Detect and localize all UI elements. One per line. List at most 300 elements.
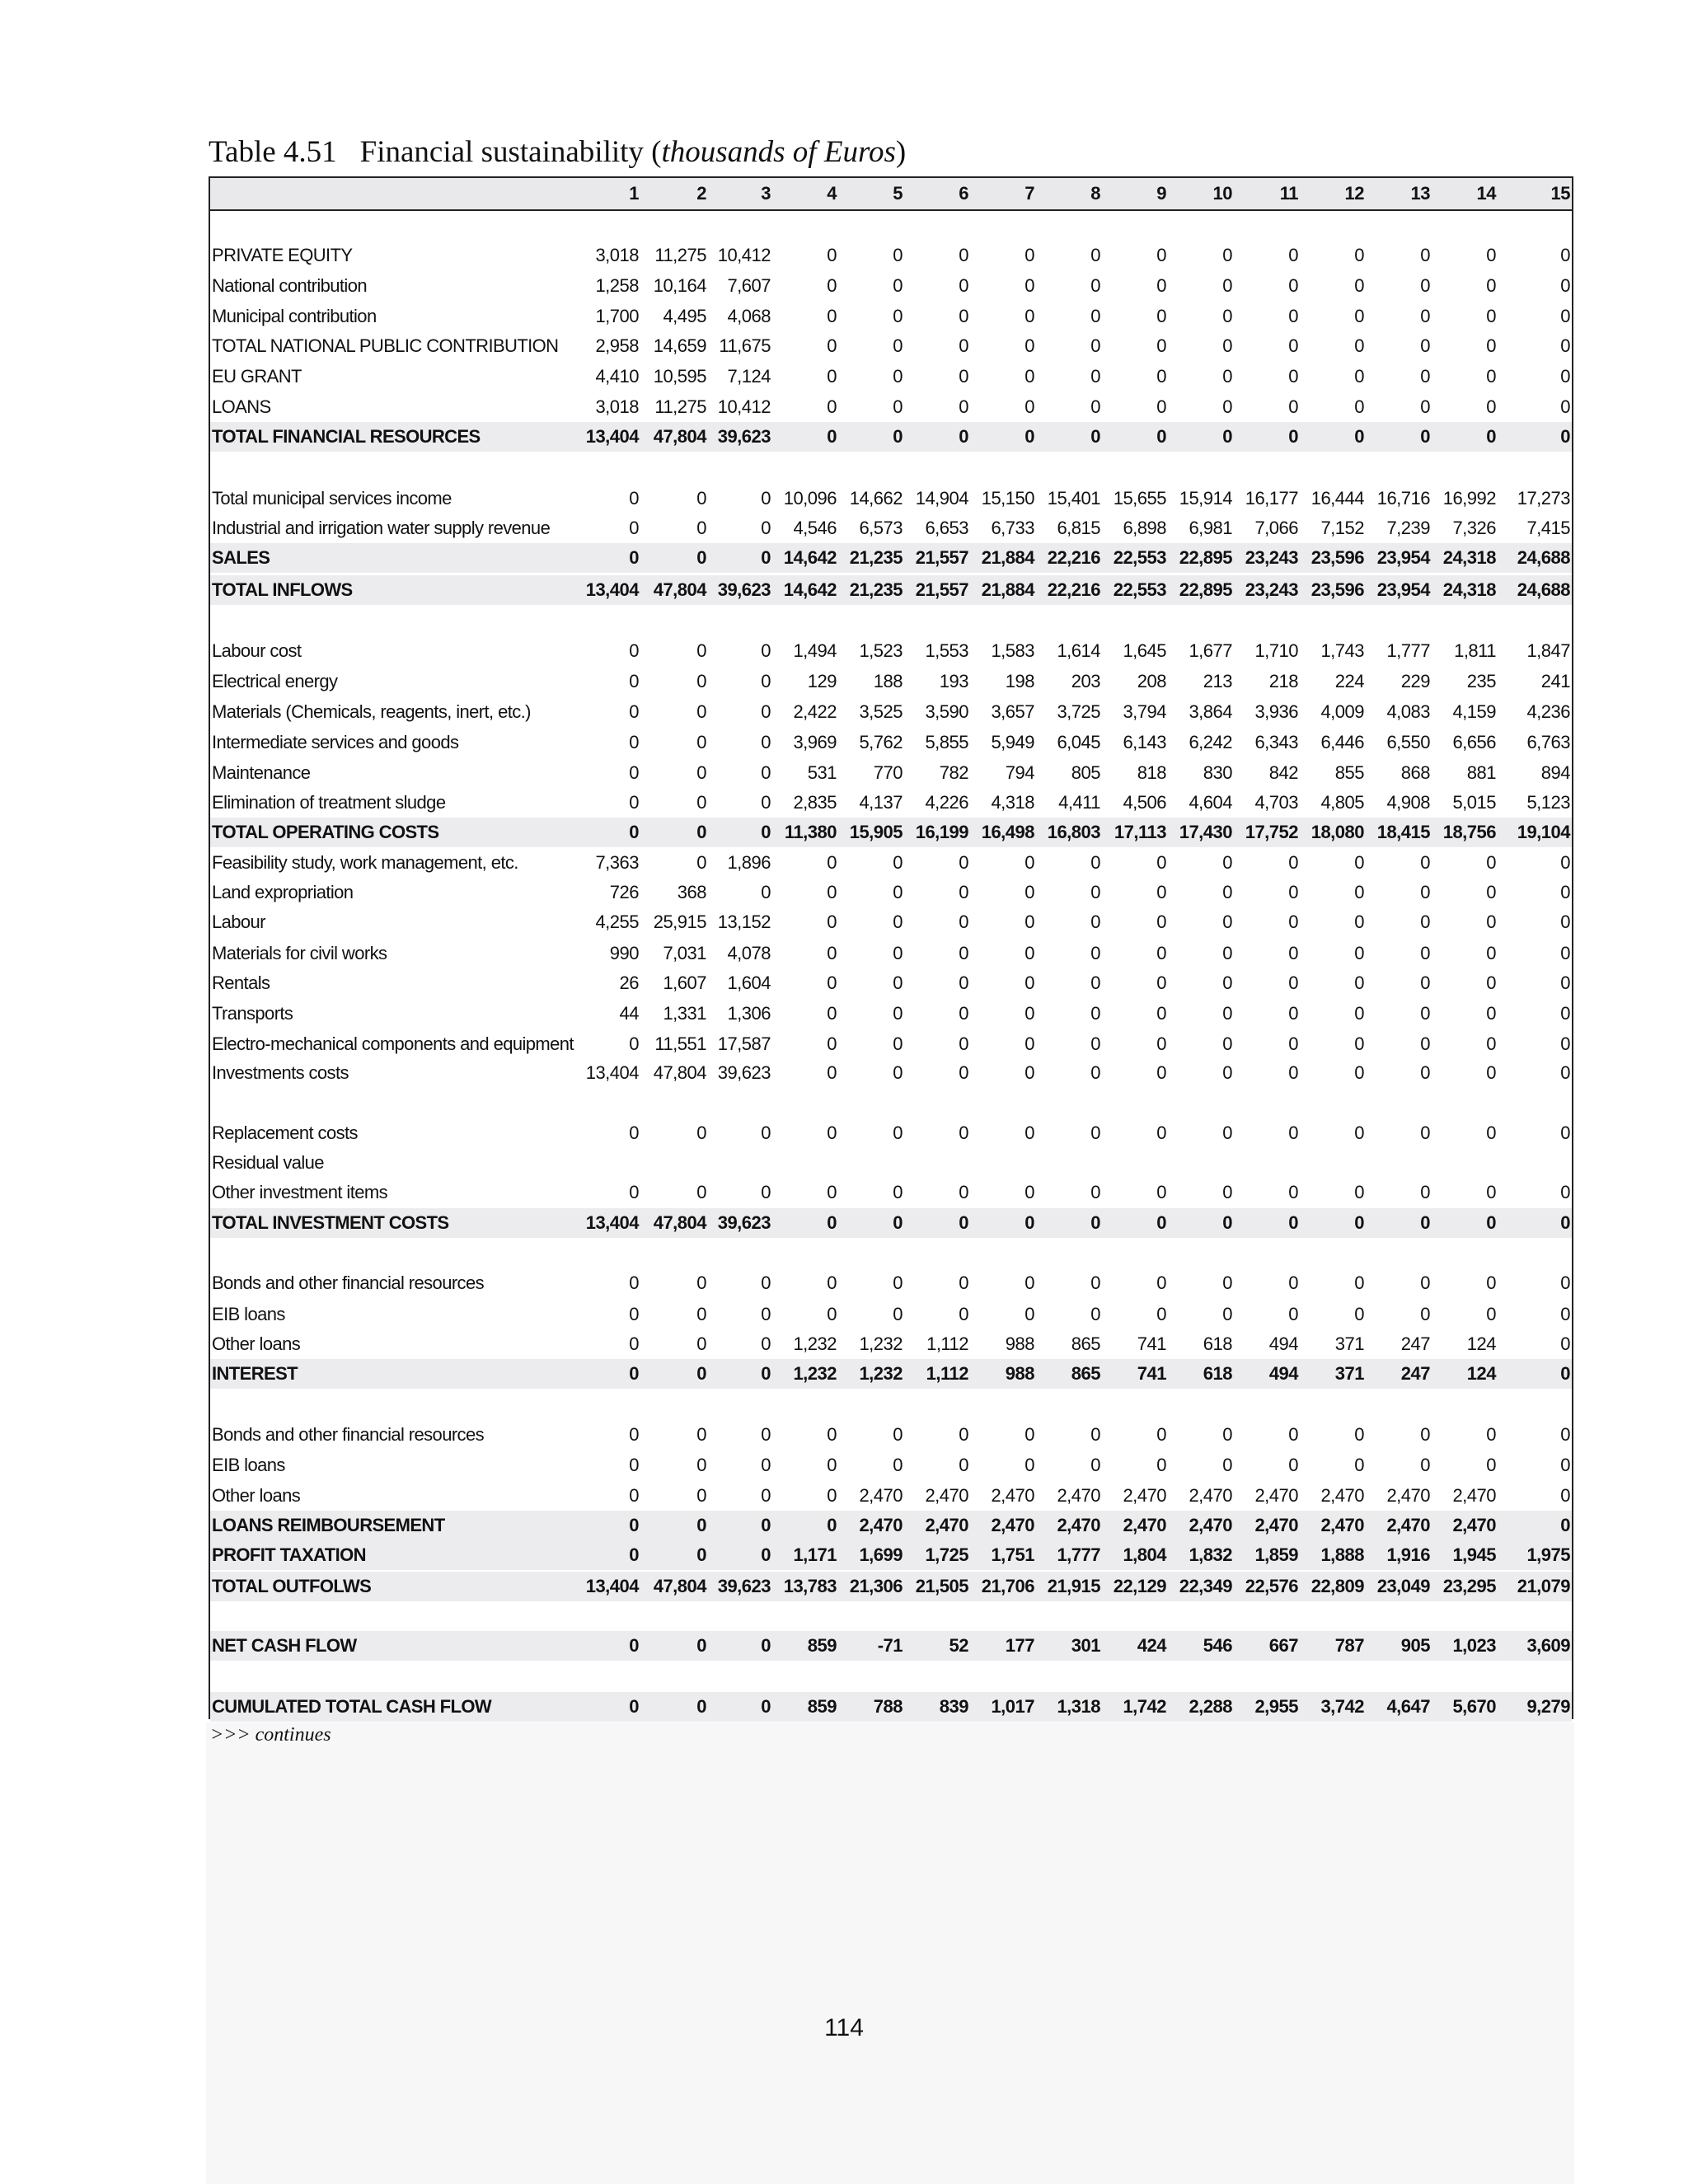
- scan-background: [206, 1722, 1574, 2184]
- table-row: [210, 302, 1572, 331]
- table-cell: 24,688: [1517, 547, 1570, 568]
- table-cell: 218: [1268, 671, 1298, 691]
- table-cell: 0: [827, 1485, 837, 1506]
- table-cell: [838, 1148, 903, 1178]
- table-cell: 0: [1156, 912, 1166, 932]
- table-cell: 0: [1354, 852, 1364, 873]
- table-cell: 494: [1268, 1333, 1298, 1354]
- table-cell: 0: [761, 671, 771, 691]
- table-cell: 0: [1156, 426, 1166, 447]
- table-row: [210, 513, 1572, 543]
- table-cell: 21,079: [1517, 1576, 1570, 1596]
- table-cell: 3,794: [1123, 701, 1166, 722]
- table-cell: 0: [629, 1182, 639, 1202]
- table-cell: 2,470: [1254, 1515, 1298, 1535]
- table-cell: 0: [1025, 882, 1034, 902]
- table-cell: 0: [893, 1304, 903, 1324]
- table-cell: 0: [1486, 1212, 1496, 1233]
- table-cell: 618: [1203, 1333, 1232, 1354]
- table-title: [209, 134, 906, 170]
- table-cell: 0: [827, 882, 837, 902]
- table-cell: 39,623: [717, 426, 771, 447]
- table-cell: 0: [1222, 1272, 1232, 1293]
- table-cell: 0: [761, 701, 771, 722]
- table-cell: [642, 1148, 706, 1178]
- table-title-units: thousands of Euros: [661, 135, 896, 169]
- table-cell: 14,642: [783, 547, 837, 568]
- table-cell: 21,235: [849, 579, 903, 600]
- table-cell: 22,895: [1179, 579, 1232, 600]
- table-cell: 0: [1222, 1424, 1232, 1445]
- table-cell: 0: [959, 335, 968, 356]
- table-cell: 0: [827, 1212, 837, 1233]
- table-cell: 13,152: [717, 912, 771, 932]
- table-cell: 0: [1222, 912, 1232, 932]
- table-cell: [1234, 1148, 1298, 1178]
- table-cell: 0: [959, 396, 968, 417]
- table-cell: 0: [959, 306, 968, 326]
- table-cell: 0: [1090, 943, 1100, 963]
- table-cell: 0: [1486, 882, 1496, 902]
- table-cell: 0: [1420, 1062, 1430, 1083]
- row-label: INTEREST: [212, 1363, 298, 1384]
- table-cell: 0: [1354, 306, 1364, 326]
- table-cell: 6,343: [1254, 732, 1298, 752]
- table-cell: 0: [1486, 245, 1496, 265]
- table-cell: 0: [1156, 972, 1166, 993]
- row-label: TOTAL FINANCIAL RESOURCES: [212, 426, 481, 447]
- table-row: [210, 999, 1572, 1029]
- table-cell: 4,159: [1452, 701, 1496, 722]
- table-cell: 0: [1288, 366, 1298, 387]
- table-cell: 0: [1486, 1122, 1496, 1143]
- table-cell: 3,525: [859, 701, 903, 722]
- table-cell: 6,763: [1526, 732, 1570, 752]
- table-cell: 0: [1420, 852, 1430, 873]
- table-cell: 0: [1486, 1182, 1496, 1202]
- table-cell: 0: [1090, 1212, 1100, 1233]
- table-cell: 0: [827, 396, 837, 417]
- table-cell: 0: [827, 1515, 837, 1535]
- table-cell: 16,177: [1245, 488, 1298, 509]
- table-cell: [970, 1148, 1034, 1178]
- table-cell: 0: [1288, 1212, 1298, 1233]
- table-cell: 0: [1222, 1033, 1232, 1054]
- table-cell: 6,733: [991, 518, 1034, 538]
- table-cell: 11,275: [654, 396, 706, 417]
- table-cell: 0: [1288, 1272, 1298, 1293]
- table-row: [210, 1631, 1572, 1661]
- table-cell: 988: [1005, 1363, 1034, 1384]
- table-cell: 0: [1288, 1033, 1298, 1054]
- table-cell: 2,470: [1123, 1485, 1166, 1506]
- table-cell: 0: [893, 972, 903, 993]
- table-cell: 23,596: [1311, 579, 1364, 600]
- table-cell: 21,235: [849, 547, 903, 568]
- table-cell: 0: [696, 488, 706, 509]
- row-label: Materials (Chemicals, reagents, inert, etc.): [212, 701, 531, 722]
- table-cell: 0: [1420, 426, 1430, 447]
- table-cell: 0: [1420, 1182, 1430, 1202]
- table-cell: 0: [1222, 1455, 1232, 1475]
- table-cell: 1,112: [926, 1363, 968, 1384]
- table-cell: 129: [807, 671, 837, 691]
- table-cell: 0: [1288, 882, 1298, 902]
- table-cell: 3,725: [1057, 701, 1100, 722]
- table-cell: 0: [1156, 882, 1166, 902]
- table-cell: 0: [827, 245, 837, 265]
- table-cell: 21,505: [915, 1576, 968, 1596]
- row-label: Other loans: [212, 1485, 301, 1506]
- table-cell: 0: [1486, 1455, 1496, 1475]
- table-cell: 1,811: [1454, 640, 1496, 661]
- table-cell: 0: [629, 1635, 639, 1656]
- table-cell: 0: [1156, 1003, 1166, 1024]
- table-cell: 0: [1560, 1122, 1570, 1143]
- table-cell: [574, 1148, 639, 1178]
- table-cell: 741: [1137, 1363, 1166, 1384]
- table-cell: 0: [1486, 1033, 1496, 1054]
- table-row: [210, 758, 1572, 788]
- table-cell: 224: [1334, 671, 1364, 691]
- table-cell: 0: [696, 1182, 706, 1202]
- table-cell: 0: [629, 1424, 639, 1445]
- table-title-text: Financial sustainability (: [359, 135, 662, 169]
- table-cell: 241: [1540, 671, 1570, 691]
- table-cell: 0: [1222, 1003, 1232, 1024]
- table-cell: 2,470: [1057, 1515, 1100, 1535]
- table-cell: 0: [1222, 943, 1232, 963]
- table-cell: 5,123: [1526, 792, 1570, 813]
- table-cell: 208: [1137, 671, 1166, 691]
- table-cell: 0: [827, 1424, 837, 1445]
- table-cell: 52: [949, 1635, 968, 1656]
- table-cell: 1,945: [1452, 1544, 1496, 1565]
- row-label: TOTAL INFLOWS: [212, 579, 353, 600]
- table-cell: 0: [1354, 426, 1364, 447]
- table-cell: 0: [1222, 1122, 1232, 1143]
- table-cell: 0: [1222, 275, 1232, 296]
- column-header: 3: [761, 183, 771, 204]
- table-cell: 6,656: [1452, 732, 1496, 752]
- table-row: [210, 697, 1572, 727]
- table-cell: 0: [1025, 912, 1034, 932]
- table-cell: 2,470: [991, 1515, 1034, 1535]
- table-cell: 5,015: [1452, 792, 1496, 813]
- table-cell: 0: [827, 972, 837, 993]
- table-cell: 1,710: [1254, 640, 1298, 661]
- table-cell: 0: [959, 275, 968, 296]
- table-cell: 0: [1025, 306, 1034, 326]
- row-label: Elimination of treatment sludge: [212, 792, 446, 813]
- table-cell: 26: [619, 972, 639, 993]
- table-cell: 0: [629, 640, 639, 661]
- table-cell: 229: [1400, 671, 1430, 691]
- table-cell: 0: [629, 488, 639, 509]
- table-cell: 0: [1222, 1304, 1232, 1324]
- table-cell: 0: [761, 547, 771, 568]
- table-cell: 818: [1137, 762, 1166, 783]
- table-cell: 235: [1466, 671, 1496, 691]
- table-cell: 0: [1025, 426, 1034, 447]
- table-cell: 0: [959, 366, 968, 387]
- table-cell: 0: [1156, 1182, 1166, 1202]
- table-cell: 0: [629, 518, 639, 538]
- table-cell: 0: [1222, 1062, 1232, 1083]
- table-cell: 21,306: [849, 1576, 903, 1596]
- table-cell: 546: [1203, 1635, 1232, 1656]
- table-cell: 2,288: [1189, 1696, 1232, 1717]
- table-cell: 0: [1486, 943, 1496, 963]
- table-cell: 4,009: [1320, 701, 1364, 722]
- table-cell: 0: [696, 1304, 706, 1324]
- table-cell: 0: [1222, 852, 1232, 873]
- table-cell: 4,078: [727, 943, 771, 963]
- table-cell: 770: [873, 762, 903, 783]
- table-cell: 193: [939, 671, 968, 691]
- row-label: Feasibility study, work management, etc.: [212, 852, 518, 873]
- table-cell: 6,573: [859, 518, 903, 538]
- table-cell: 0: [761, 1122, 771, 1143]
- table-cell: 0: [827, 1304, 837, 1324]
- table-row: [210, 1540, 1572, 1570]
- table-cell: 1,804: [1123, 1544, 1166, 1565]
- table-cell: 247: [1400, 1333, 1430, 1354]
- table-cell: 0: [629, 1272, 639, 1293]
- table-cell: 0: [1560, 1272, 1570, 1293]
- table-cell: 0: [959, 1062, 968, 1083]
- row-label: Other investment items: [212, 1182, 387, 1202]
- table-cell: 0: [1288, 1182, 1298, 1202]
- table-cell: 0: [1288, 972, 1298, 993]
- table-cell: 0: [629, 1033, 639, 1054]
- table-cell: 0: [893, 852, 903, 873]
- table-cell: 0: [827, 1272, 837, 1293]
- table-cell: 16,199: [915, 822, 968, 842]
- table-cell: 14,904: [915, 488, 968, 509]
- table-cell: 7,066: [1254, 518, 1298, 538]
- table-cell: 4,137: [859, 792, 903, 813]
- table-cell: 1,553: [925, 640, 968, 661]
- row-label: TOTAL OUTFOLWS: [212, 1576, 372, 1596]
- table-cell: 0: [1354, 1304, 1364, 1324]
- table-cell: 203: [1071, 671, 1100, 691]
- table-cell: 0: [893, 943, 903, 963]
- table-cell: 0: [696, 701, 706, 722]
- table-cell: 0: [1288, 1455, 1298, 1475]
- table-cell: 0: [1560, 943, 1570, 963]
- table-cell: 4,506: [1123, 792, 1166, 813]
- table-cell: 4,236: [1526, 701, 1570, 722]
- table-cell: 0: [959, 1122, 968, 1143]
- row-label: TOTAL NATIONAL PUBLIC CONTRIBUTION: [212, 335, 559, 356]
- table-cell: 2,470: [1320, 1485, 1364, 1506]
- table-cell: 10,595: [653, 366, 706, 387]
- table-cell: 371: [1334, 1333, 1364, 1354]
- table-cell: 782: [939, 762, 968, 783]
- table-cell: 17,273: [1517, 488, 1570, 509]
- table-row: [210, 362, 1572, 391]
- table-cell: 16,444: [1311, 488, 1364, 509]
- table-cell: 1,645: [1123, 640, 1166, 661]
- table-cell: 0: [1560, 1304, 1570, 1324]
- table-cell: 0: [1025, 1182, 1034, 1202]
- table-cell: 1,777: [1386, 640, 1430, 661]
- table-cell: 7,239: [1386, 518, 1430, 538]
- table-header: [210, 178, 1572, 211]
- row-label: NET CASH FLOW: [212, 1635, 357, 1656]
- table-cell: 4,068: [727, 306, 771, 326]
- table-cell: 18,756: [1442, 822, 1496, 842]
- table-cell: 0: [1288, 1003, 1298, 1024]
- table-cell: 494: [1268, 1363, 1298, 1384]
- table-cell: [1366, 1148, 1430, 1178]
- table-cell: 0: [893, 912, 903, 932]
- row-label: TOTAL INVESTMENT COSTS: [212, 1212, 449, 1233]
- row-label: National contribution: [212, 275, 367, 296]
- table-cell: 16,803: [1047, 822, 1100, 842]
- table-cell: 0: [1156, 366, 1166, 387]
- table-cell: 13,404: [585, 1062, 639, 1083]
- table-cell: 0: [827, 912, 837, 932]
- table-cell: 905: [1400, 1635, 1430, 1656]
- table-cell: 301: [1071, 1635, 1100, 1656]
- table-cell: 0: [1025, 1062, 1034, 1083]
- table-cell: 0: [1025, 1003, 1034, 1024]
- table-cell: 859: [807, 1696, 837, 1717]
- table-cell: [904, 1148, 968, 1178]
- table-cell: 0: [696, 1333, 706, 1354]
- table-cell: 13,404: [585, 1576, 639, 1596]
- column-header: 5: [893, 183, 903, 204]
- table-cell: 6,815: [1057, 518, 1100, 538]
- table-cell: 22,216: [1047, 579, 1100, 600]
- table-cell: 1,607: [663, 972, 706, 993]
- table-cell: 22,553: [1113, 547, 1166, 568]
- table-cell: 4,083: [1386, 701, 1430, 722]
- table-cell: 47,804: [653, 1212, 706, 1233]
- table-cell: 0: [1156, 1455, 1166, 1475]
- table-cell: 7,326: [1452, 518, 1496, 538]
- row-label: Labour: [212, 912, 265, 932]
- table-cell: 15,655: [1113, 488, 1166, 509]
- table-cell: 0: [959, 426, 968, 447]
- table-cell: 2,470: [859, 1485, 903, 1506]
- table-cell: 2,470: [1254, 1485, 1298, 1506]
- table-cell: [772, 1148, 837, 1178]
- table-cell: 0: [696, 640, 706, 661]
- table-cell: 0: [696, 762, 706, 783]
- table-cell: 1,232: [859, 1363, 903, 1384]
- table-cell: 16,498: [981, 822, 1034, 842]
- table-cell: 0: [893, 1062, 903, 1083]
- table-cell: 0: [1354, 882, 1364, 902]
- table-cell: 2,470: [859, 1515, 903, 1535]
- table-cell: 0: [1486, 366, 1496, 387]
- table-cell: 0: [1420, 1424, 1430, 1445]
- table-cell: 0: [1560, 1182, 1570, 1202]
- table-cell: 741: [1137, 1333, 1166, 1354]
- table-cell: 3,018: [595, 245, 639, 265]
- table-cell: 11,551: [654, 1033, 706, 1054]
- table-cell: 11,675: [719, 335, 771, 356]
- row-label: Rentals: [212, 972, 270, 993]
- table-cell: 0: [1156, 245, 1166, 265]
- table-cell: 0: [1222, 1212, 1232, 1233]
- table-cell: 0: [1156, 1424, 1166, 1445]
- table-cell: 990: [609, 943, 639, 963]
- table-cell: 0: [1420, 1304, 1430, 1324]
- table-cell: 0: [629, 1122, 639, 1143]
- table-cell: 7,415: [1526, 518, 1570, 538]
- table-cell: 3,609: [1526, 1635, 1570, 1656]
- table-cell: 1,523: [859, 640, 903, 661]
- table-cell: 368: [677, 882, 706, 902]
- table-cell: 0: [1354, 396, 1364, 417]
- table-cell: 21,557: [915, 547, 968, 568]
- table-cell: 0: [1354, 943, 1364, 963]
- table-cell: 1,232: [793, 1363, 837, 1384]
- table-cell: 177: [1005, 1635, 1034, 1656]
- table-cell: 1,743: [1320, 640, 1364, 661]
- table-cell: 17,752: [1245, 822, 1298, 842]
- table-cell: [1036, 1148, 1100, 1178]
- table-cell: 0: [1354, 1424, 1364, 1445]
- table-cell: 23,954: [1376, 579, 1430, 600]
- table-cell: 0: [1560, 1363, 1570, 1384]
- column-header: 9: [1156, 183, 1166, 204]
- table-cell: 0: [1090, 912, 1100, 932]
- table-cell: 22,129: [1113, 1576, 1166, 1596]
- table-cell: 2,470: [991, 1485, 1034, 1506]
- table-cell: 0: [1354, 1003, 1364, 1024]
- table-cell: 0: [629, 1333, 639, 1354]
- table-cell: 0: [1486, 426, 1496, 447]
- row-label: Municipal contribution: [212, 306, 377, 326]
- table-cell: 39,623: [717, 579, 771, 600]
- table-cell: 4,255: [595, 912, 639, 932]
- table-cell: 424: [1137, 1635, 1166, 1656]
- table-cell: 3,018: [595, 396, 639, 417]
- table-cell: 894: [1540, 762, 1570, 783]
- table-cell: 6,143: [1123, 732, 1166, 752]
- table-cell: 0: [1560, 1485, 1570, 1506]
- table-cell: 0: [761, 1272, 771, 1293]
- table-cell: 0: [761, 1696, 771, 1717]
- table-cell: 1,677: [1189, 640, 1232, 661]
- table-cell: 2,470: [925, 1515, 968, 1535]
- table-cell: 3,969: [793, 732, 837, 752]
- table-cell: 0: [827, 1003, 837, 1024]
- table-cell: 0: [629, 1696, 639, 1717]
- table-cell: 0: [696, 1485, 706, 1506]
- table-cell: 0: [1354, 1122, 1364, 1143]
- table-cell: 0: [893, 426, 903, 447]
- table-cell: 0: [696, 671, 706, 691]
- table-cell: 9,279: [1526, 1696, 1570, 1717]
- table-cell: 2,835: [793, 792, 837, 813]
- table-cell: 0: [1560, 882, 1570, 902]
- table-cell: 0: [629, 1544, 639, 1565]
- table-cell: 0: [959, 912, 968, 932]
- table-cell: 1,896: [727, 852, 771, 873]
- table-cell: 10,412: [717, 245, 771, 265]
- row-label: SALES: [212, 547, 270, 568]
- table-cell: 0: [1025, 852, 1034, 873]
- table-cell: 865: [1071, 1333, 1100, 1354]
- table-cell: 0: [761, 1455, 771, 1475]
- table-cell: 0: [629, 792, 639, 813]
